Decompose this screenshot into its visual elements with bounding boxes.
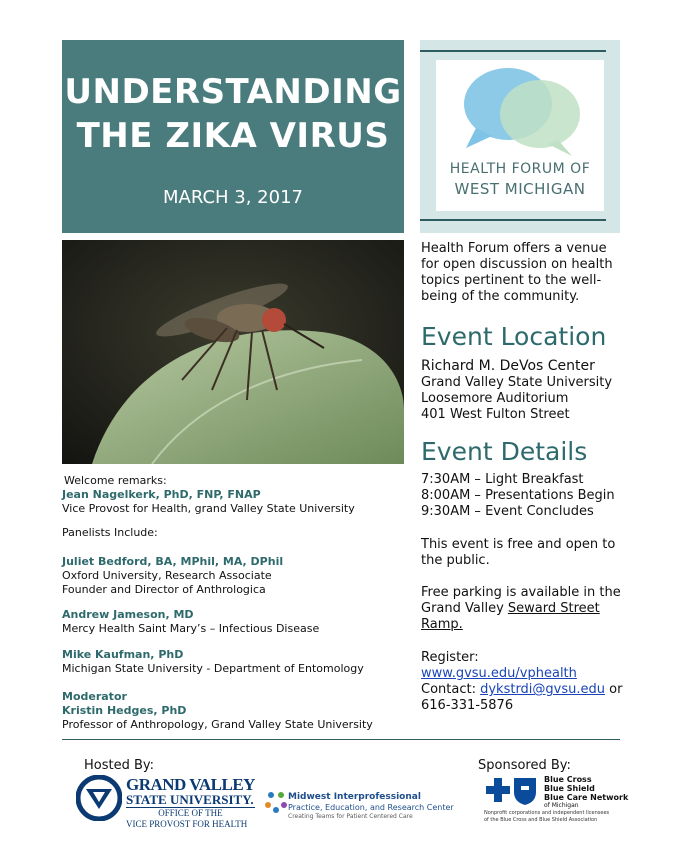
- miperc-line: Creating Teams for Patient Centered Care: [288, 813, 413, 820]
- register-section: [421, 650, 622, 714]
- free-line: the public.: [421, 553, 490, 568]
- panelist-role: Founder and Director of Anthrologica: [62, 583, 266, 596]
- register-link[interactable]: www.gvsu.edu/vphealth: [421, 666, 577, 681]
- moderator-role: Professor of Anthropology, Grand Valley State University: [62, 718, 373, 731]
- panelist-name: Mike Kaufman, PhD: [62, 648, 184, 661]
- title-line-2: THE ZIKA VIRUS: [76, 116, 390, 156]
- event-title: [62, 70, 404, 158]
- panelist-name: Juliet Bedford, BA, MPhil, MA, DPhil: [62, 555, 284, 568]
- schedule-item: 8:00AM – Presentations Begin: [421, 488, 615, 503]
- bcbs-line: Blue Cross: [544, 775, 592, 784]
- parking-note: [421, 585, 621, 633]
- location-line: 401 West Fulton Street: [421, 407, 570, 422]
- schedule: [421, 472, 615, 520]
- logo-divider-bottom: [420, 219, 606, 221]
- bcbs-line: Blue Care Network: [544, 793, 629, 802]
- register-label: Register:: [421, 650, 479, 665]
- location-line: Richard M. DeVos Center: [421, 358, 595, 374]
- hosted-by-label: Hosted By:: [84, 758, 155, 773]
- bcbs-fine-line: Nonprofit corporations and independent licensees: [484, 810, 610, 816]
- title-line-1: UNDERSTANDING: [64, 72, 402, 112]
- moderator-label: Moderator: [62, 690, 127, 703]
- bcbs-line: of Michigan: [544, 802, 579, 809]
- ramp-link[interactable]: Ramp.: [421, 617, 463, 632]
- contact-label: Contact:: [421, 682, 481, 697]
- logo-text-line2: WEST MICHIGAN: [454, 180, 586, 198]
- welcome-label: Welcome remarks:: [64, 474, 167, 487]
- parking-line: Free parking is available in the: [421, 585, 621, 600]
- schedule-item: 7:30AM – Light Breakfast: [421, 472, 584, 487]
- contact-or: or: [605, 682, 623, 697]
- gvsu-logo-icon: [76, 775, 122, 821]
- panelist-role: Michigan State University - Department of Entomology: [62, 662, 364, 675]
- welcome-speaker-name: Jean Nagelkerk, PhD, FNP, FNAP: [62, 488, 261, 501]
- panelists-label: Panelists Include:: [62, 526, 158, 539]
- panelist-role: Oxford University, Research Associate: [62, 569, 272, 582]
- speech-bubbles-icon: [436, 60, 604, 160]
- intro-line: topics pertinent to the well-: [421, 273, 602, 288]
- miperc-logo-icon: [262, 788, 290, 816]
- panelist-role: Mercy Health Saint Mary’s – Infectious Disease: [62, 622, 320, 635]
- contact-phone: 616-331-5876: [421, 698, 514, 713]
- miperc-line: Midwest Interprofessional: [288, 792, 421, 802]
- gvsu-line: OFFICE OF THE: [158, 808, 223, 818]
- location-heading: Event Location: [421, 322, 607, 351]
- details-heading: Event Details: [421, 437, 588, 466]
- parking-line: [421, 601, 621, 617]
- gvsu-line: GRAND VALLEY: [126, 775, 255, 794]
- panelist-name: Andrew Jameson, MD: [62, 608, 194, 621]
- schedule-item: 9:30AM – Event Concludes: [421, 504, 594, 519]
- bcbs-wordmark: [544, 775, 628, 810]
- blue-cross-blue-shield-icon: [484, 776, 540, 806]
- free-line: This event is free and open to: [421, 537, 616, 552]
- intro-line: for open discussion on health: [421, 257, 613, 272]
- bcbs-line: Blue Shield: [544, 784, 595, 793]
- logo-divider-top: [420, 50, 606, 52]
- seward-street-link[interactable]: Seward Street: [507, 601, 600, 616]
- gvsu-line: VICE PROVOST FOR HEALTH: [126, 819, 248, 829]
- location-line: Grand Valley State University: [421, 375, 613, 390]
- event-date: MARCH 3, 2017: [163, 187, 303, 208]
- intro-line: being of the community.: [421, 289, 580, 304]
- miperc-wordmark: [288, 792, 454, 821]
- intro-line: Health Forum offers a venue: [421, 241, 607, 256]
- location-address: [421, 357, 612, 423]
- intro-text: [421, 241, 613, 305]
- contact-email-link[interactable]: dykstrdi@gvsu.edu: [480, 682, 605, 697]
- gvsu-line: STATE UNIVERSITY.: [126, 792, 254, 807]
- mosquito-photo: [62, 240, 404, 464]
- welcome-speaker-role: Vice Provost for Health, grand Valley State University: [62, 502, 355, 515]
- miperc-line: Practice, Education, and Research Center: [288, 803, 454, 812]
- sponsored-by-label: Sponsored By:: [478, 758, 571, 773]
- free-note: [421, 537, 615, 569]
- footer-divider: [62, 739, 620, 740]
- moderator-name: Kristin Hedges, PhD: [62, 704, 187, 717]
- logo-text-line1: HEALTH FORUM OF: [449, 161, 591, 177]
- location-line: Loosemore Auditorium: [421, 391, 569, 406]
- gvsu-wordmark: [126, 776, 255, 830]
- parking-prefix: Grand Valley: [421, 601, 508, 616]
- bcbs-fine-line: of the Blue Cross and Blue Shield Association: [484, 817, 598, 823]
- bcbs-fine-print: [484, 810, 609, 824]
